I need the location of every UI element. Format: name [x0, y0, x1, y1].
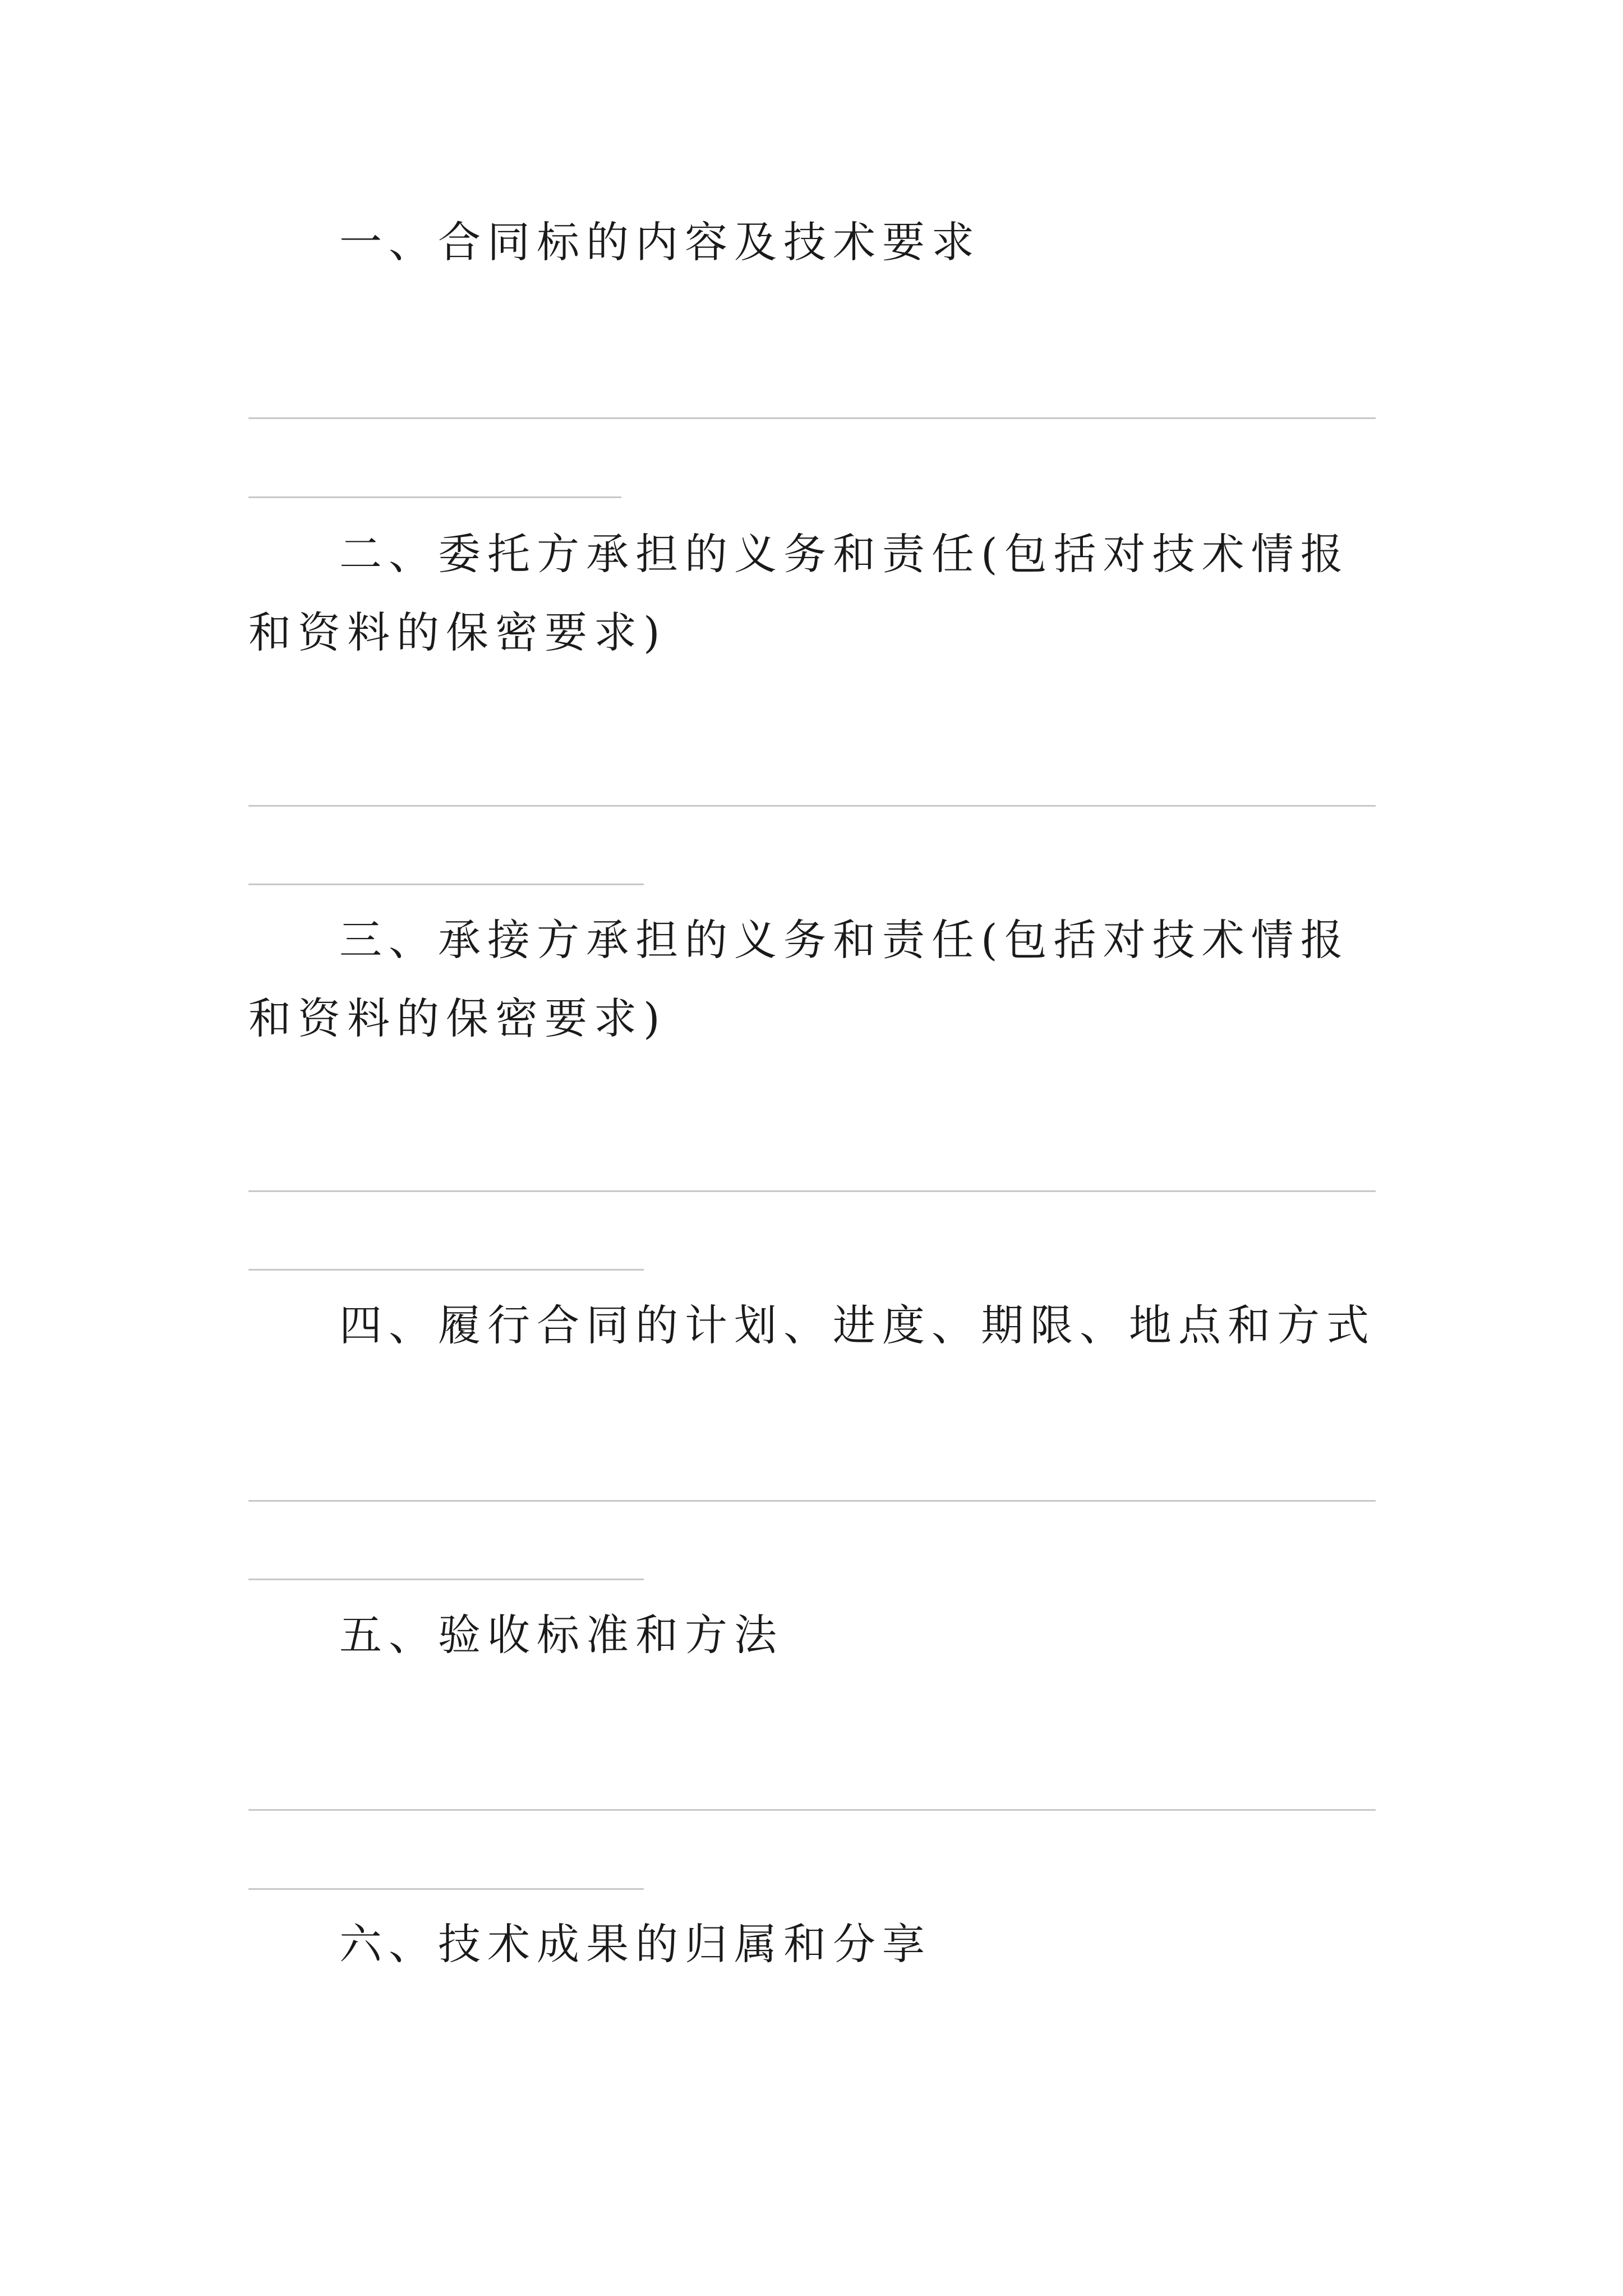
section-heading-2: 二、委托方承担的义务和责任(包括对技术情报和资料的保密要求) — [248, 529, 1350, 657]
section-heading-4: 四、履行合同的计划、进度、期限、地点和方式 — [339, 1300, 1376, 1350]
blank-fill-line — [248, 1500, 1376, 1502]
section-heading-3: 三、承接方承担的义务和责任(包括对技术情报和资料的保密要求) — [248, 915, 1350, 1043]
blank-fill-line — [248, 417, 1376, 419]
blank-fill-line — [248, 805, 1376, 807]
section-heading-1: 一、合同标的内容及技术要求 — [339, 217, 981, 267]
blank-fill-line — [248, 1579, 644, 1580]
blank-fill-line — [248, 496, 621, 498]
section-heading-5: 五、验收标准和方法 — [339, 1610, 783, 1660]
section-heading-6: 六、技术成果的归属和分享 — [339, 1919, 932, 1969]
blank-fill-line — [248, 1269, 644, 1271]
blank-fill-line — [248, 1888, 644, 1890]
blank-fill-line — [248, 1809, 1376, 1811]
blank-fill-line — [248, 884, 644, 885]
blank-fill-line — [248, 1190, 1376, 1192]
